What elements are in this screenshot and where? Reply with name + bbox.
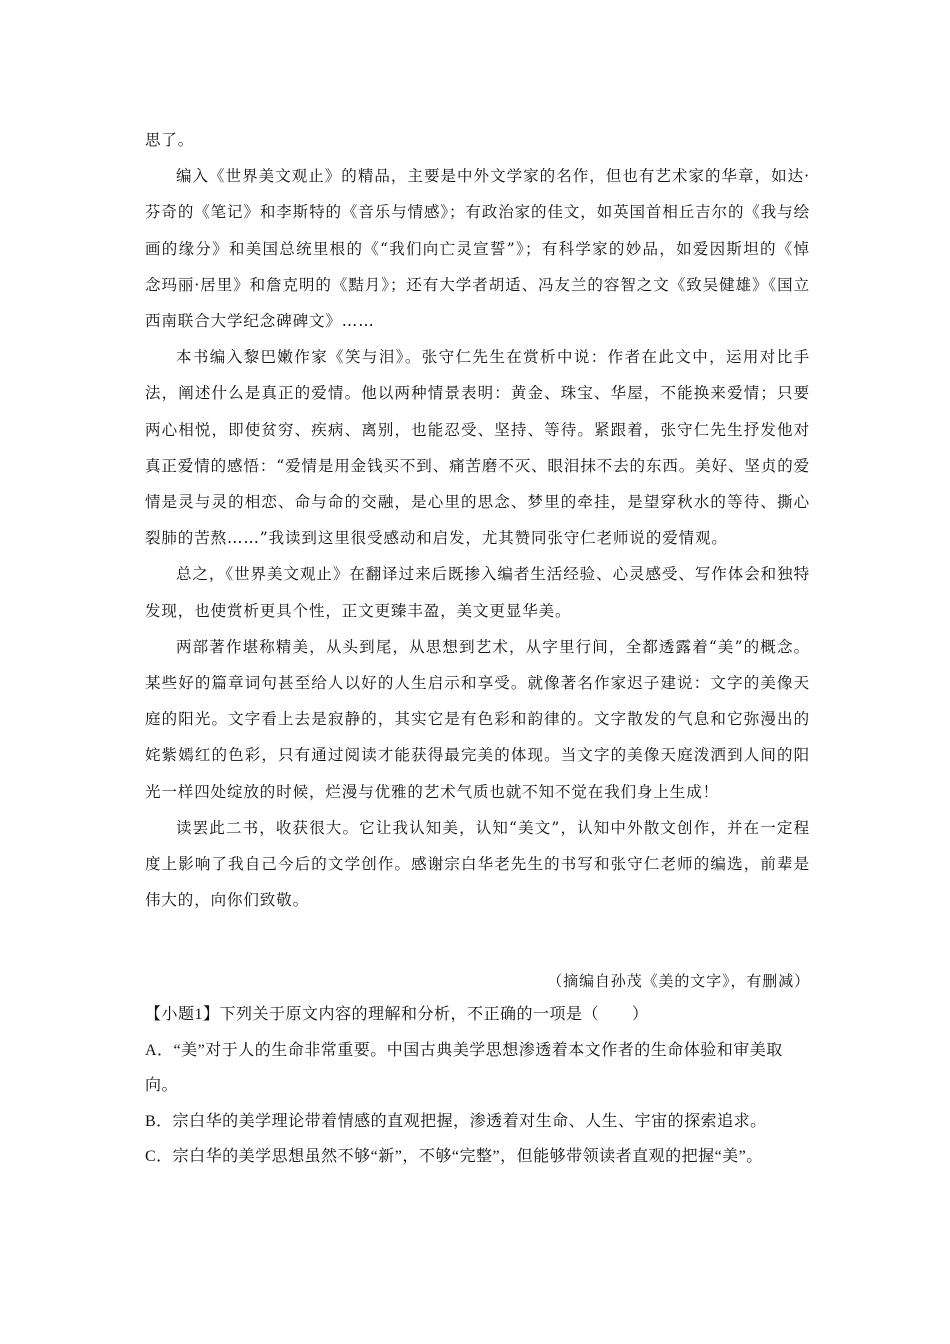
article-paragraph: 思了。 — [145, 131, 195, 149]
option-a: A．“美”对于人的生命非常重要。中国古典美学思想渗透着本文作者的生命体验和审美取向。 — [145, 1041, 783, 1094]
article-paragraph: 编入《世界美文观止》的精品，主要是中外文学家的名作，但也有艺术家的华章，如达·芬奇的《笔记》和李斯特的《音乐与情感》；有政治家的佳文，如英国首相丘吉尔的《我与绘画的缘分》和美国总统里根的《“我们向亡灵宣誓”》；有科学家的妙品，如爱因斯坦的《悼念玛丽·居里》和詹克明的《黠月》；还有大学者胡适、冯友兰的容智之文《致吴健雄》《国立西南联合大学纪念碑碑文》…… — [145, 167, 810, 331]
question-stem: 【小题1】下列关于原文内容的理解和分析，不正确的一项是（ ） — [145, 1006, 649, 1023]
option-c: C．宗白华的美学思想虽然不够“新”，不够“完整”，但能够带领读者直观的把握“美”。 — [145, 1148, 763, 1165]
article-paragraph: 两部著作堪称精美，从头到尾，从思想到艺术，从字里行间，全都透露着“美”的概念。某些好的篇章词句甚至给人以好的人生启示和享受。就像著名作家迟子建说：文字的美像天庭的阳光。文字看上去是寂静的，其实它是有色彩和韵律的。文字散发的气息和它弥漫出的姹紫嫣红的色彩，只有通过阅读才能获得最完美的体现。当文字的美像天庭泼洒到人间的阳光一样四处绽放的时候，烂漫与优雅的艺术气质也就不知不觉在我们身上生成！ — [145, 637, 810, 801]
article-paragraph: 读罢此二书，收获很大。它让我认知美，认知“美文”，认知中外散文创作，并在一定程度上影响了我自己今后的文学创作。感谢宗白华老先生的书写和张守仁老师的编选，前辈是伟大的，向你们致敬。 — [145, 818, 810, 910]
article-body — [145, 122, 810, 918]
question-block — [145, 997, 810, 1175]
option-b: B．宗白华的美学理论带着情感的直观把握，渗透着对生命、人生、宇宙的探索追求。 — [145, 1112, 767, 1130]
source-citation: （摘编自孙茂《美的文字》，有删减） — [547, 972, 810, 990]
article-paragraph: 总之，《世界美文观止》在翻译过来后既掺入编者生活经验、心灵感受、写作体会和独特发现，也使赏析更具个性，正文更臻丰盈，美文更显华美。 — [145, 565, 810, 620]
article-paragraph: 本书编入黎巴嫩作家《笑与泪》。张守仁先生在赏析中说：作者在此文中，运用对比手法，阐述什么是真正的爱情。他以两种情景表明：黄金、珠宝、华屋，不能换来爱情；只要两心相悦，即使贫穷、疾病、离别，也能忍受、坚持、等待。紧跟着，张守仁先生抒发他对真正爱情的感悟：“爱情是用金钱买不到、痛苦磨不灭、眼泪抹不去的东西。美好、坚贞的爱情是灵与灵的相恋、命与命的交融，是心里的思念、梦里的牵挂，是望穿秋水的等待、撕心裂肺的苦熬……”我读到这里很受感动和启发，尤其赞同张守仁老师说的爱情观。 — [145, 348, 810, 548]
